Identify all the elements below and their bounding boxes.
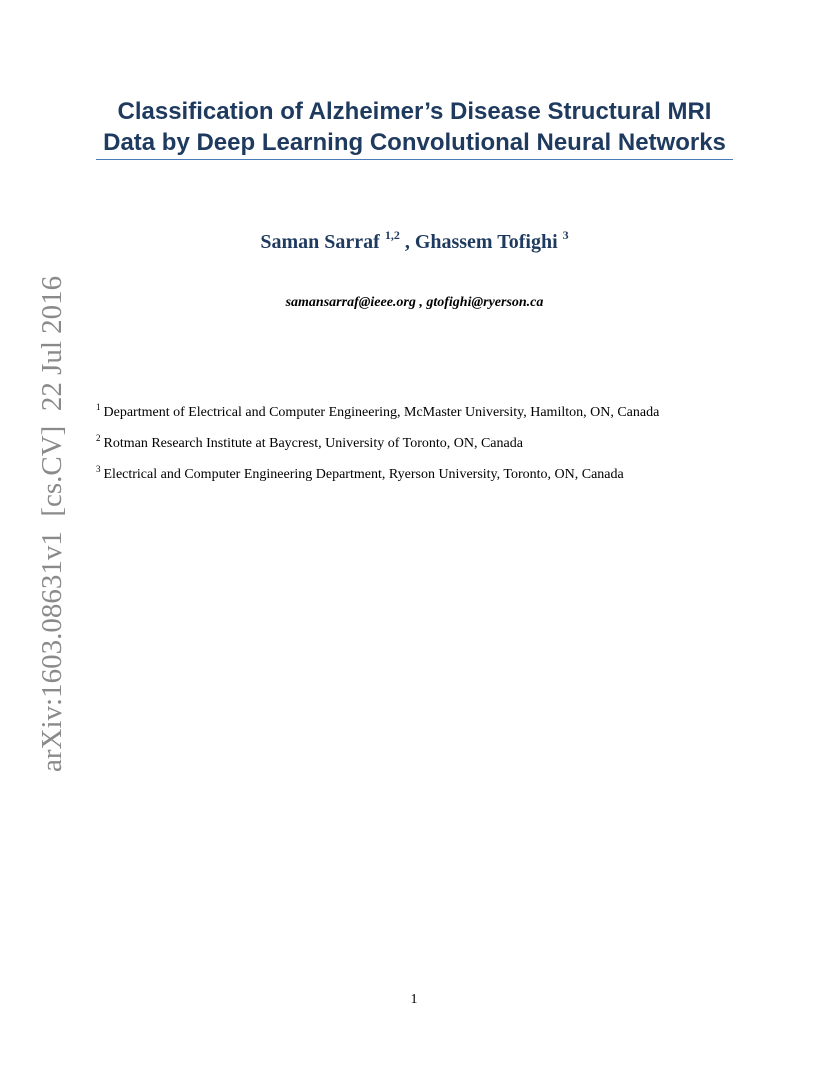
author-separator: , xyxy=(399,231,415,253)
arxiv-stamp: arXiv:1603.08631v1 [cs.CV] 22 Jul 2016 xyxy=(36,275,68,772)
author-name-2: Ghassem Tofighi xyxy=(414,231,563,253)
title-line-1: Classification of Alzheimer’s Disease Structural MRI xyxy=(117,98,712,125)
author-name-1: Saman Sarraf xyxy=(260,231,385,253)
authors-line xyxy=(96,226,733,258)
affiliation-number: 2 xyxy=(96,433,101,443)
affiliation-text: Rotman Research Institute at Baycrest, University of Toronto, ON, Canada xyxy=(103,436,523,451)
affiliation-2 xyxy=(96,434,733,454)
title-line-2: Data by Deep Learning Convolutional Neural Networks xyxy=(103,129,726,156)
affiliation-number: 1 xyxy=(96,402,101,412)
author-affil-1: 1,2 xyxy=(384,228,400,242)
paper-title xyxy=(96,96,733,158)
affiliation-text: Department of Electrical and Computer Engineering, McMaster University, Hamilton, ON, Canada xyxy=(103,405,660,420)
page-number: 1 xyxy=(410,992,418,1007)
author-emails: samansarraf@ieee.org , gtofighi@ryerson.ca xyxy=(285,295,544,310)
author-affil-2: 3 xyxy=(562,228,569,242)
title-underline xyxy=(96,159,733,160)
affiliation-3 xyxy=(96,465,733,485)
affiliation-number: 3 xyxy=(96,464,101,474)
affiliation-text: Electrical and Computer Engineering Department, Ryerson University, Toronto, ON, Canada xyxy=(103,467,624,482)
affiliation-1 xyxy=(96,403,733,423)
